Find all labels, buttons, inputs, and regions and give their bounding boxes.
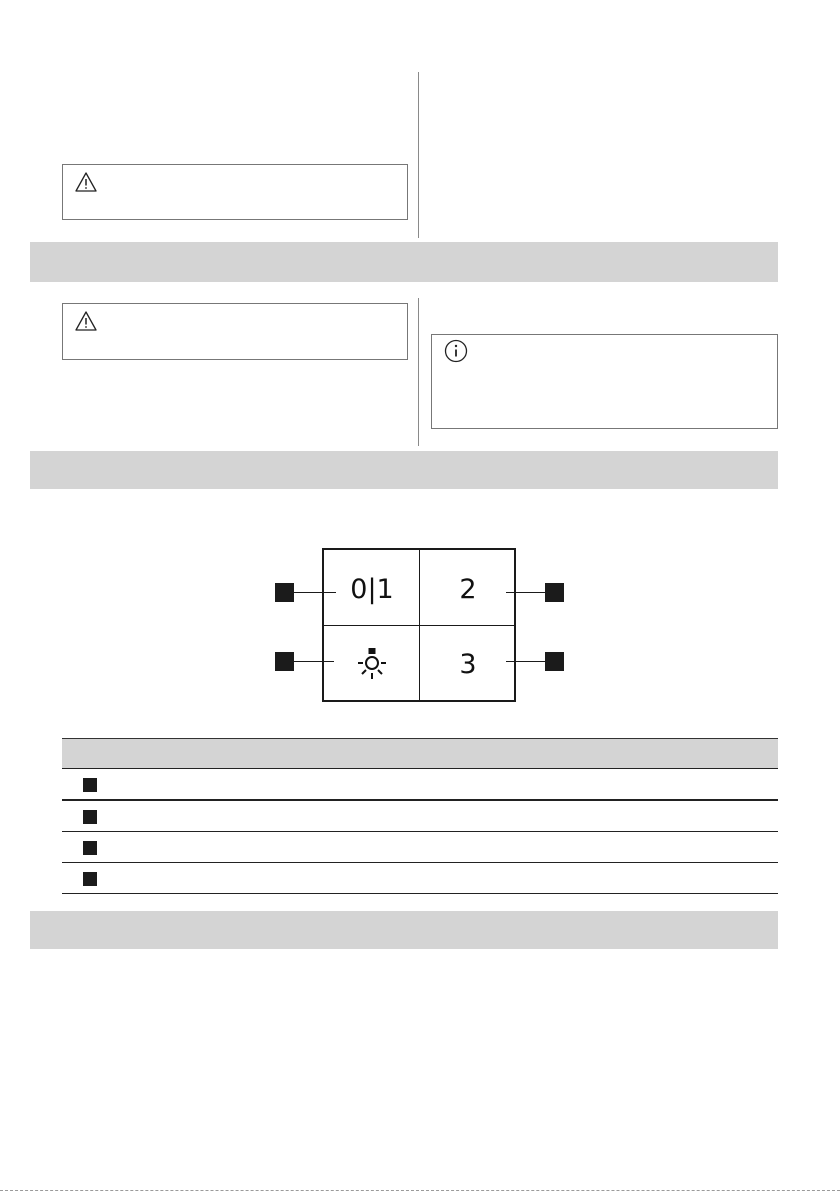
table-row [62, 832, 778, 863]
info-box [431, 334, 778, 429]
row-marker [83, 778, 97, 792]
row-marker [83, 872, 97, 886]
table-rule [62, 893, 778, 894]
warning-box-middle [62, 303, 408, 360]
section-header-bar-1 [30, 242, 778, 282]
table-row [62, 769, 778, 800]
callout-leader-bottom-right [506, 661, 545, 662]
warning-box-top [62, 164, 408, 220]
callout-leader-bottom-left [294, 661, 334, 662]
callout-marker-bottom-left [275, 652, 294, 671]
on-off-button[interactable]: 0|1 [350, 574, 394, 605]
callout-leader-top-right [506, 592, 545, 593]
callout-leader-top-left [294, 592, 336, 593]
table-row [62, 801, 778, 832]
column-divider-top [418, 72, 419, 238]
section-header-bar-3 [30, 911, 778, 949]
section-header-bar-2 [30, 451, 778, 489]
info-circle-icon [444, 339, 468, 363]
row-marker [83, 841, 97, 855]
table-row [62, 863, 778, 894]
legend-table [62, 738, 778, 894]
page-crop-line [0, 1190, 840, 1191]
column-divider-middle [418, 298, 419, 446]
warning-triangle-icon [75, 172, 97, 192]
light-bulb-icon [354, 646, 390, 684]
row-marker [83, 810, 97, 824]
speed-2-button[interactable]: 2 [459, 574, 477, 605]
callout-marker-bottom-right [545, 652, 564, 671]
control-panel-diagram [322, 548, 516, 702]
warning-triangle-icon [75, 311, 97, 331]
callout-marker-top-left [275, 583, 294, 602]
speed-3-button[interactable]: 3 [459, 649, 477, 680]
light-button[interactable] [324, 627, 420, 702]
table-header [62, 738, 778, 769]
callout-marker-top-right [545, 583, 564, 602]
